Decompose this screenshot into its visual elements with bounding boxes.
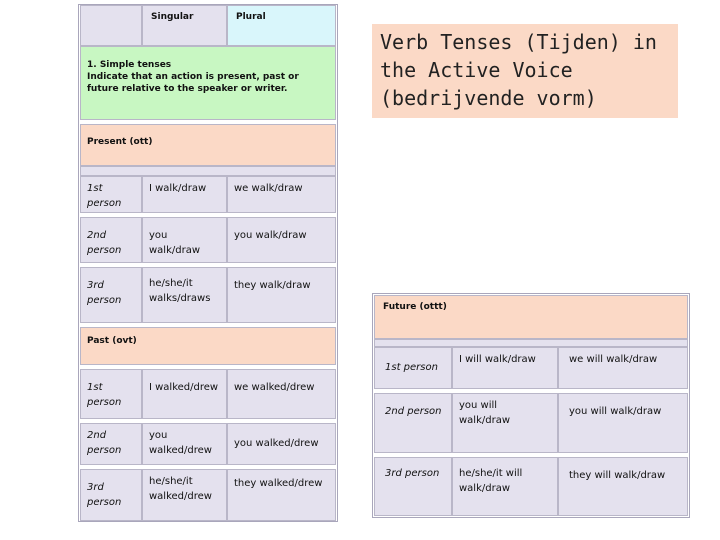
present-row-3-singular xyxy=(142,267,227,323)
simple-tenses-heading: 1. Simple tenses xyxy=(87,60,172,70)
future-row-1-person-text: 1st person xyxy=(385,362,438,373)
present-row-3-person-text: 3rd person xyxy=(87,280,122,306)
future-row-3-plural-text: they will walk/draw xyxy=(569,470,666,481)
future-row-1-singular xyxy=(452,347,558,389)
present-row-2-singular-text: you walk/draw xyxy=(149,230,201,256)
present-row-1-singular-text: I walk/draw xyxy=(149,183,207,194)
present-spacer-row xyxy=(80,166,336,176)
present-row-3-singular-text: he/she/it walks/draws xyxy=(149,278,211,304)
present-row-1-plural-text: we walk/draw xyxy=(234,183,303,194)
future-row-2-plural-text: you will walk/draw xyxy=(569,406,662,417)
page-title-text: Verb Tenses (Tijden) in the Active Voice (bedrijvende vorm) xyxy=(380,30,657,110)
future-row-1-person xyxy=(374,347,452,389)
header-singular-label: Singular xyxy=(151,12,194,22)
future-row-1-plural-text: we will walk/draw xyxy=(569,354,658,365)
future-row-2-singular-text: you will walk/draw xyxy=(459,400,511,426)
present-row-1-singular xyxy=(142,176,227,213)
header-plural-label: Plural xyxy=(236,12,266,22)
present-label: Present (ott) xyxy=(87,137,153,147)
past-row-2-plural-text: you walked/drew xyxy=(234,438,319,449)
present-row-2-plural xyxy=(227,217,336,263)
past-label: Past (ovt) xyxy=(87,336,137,346)
present-row-2-plural-text: you walk/draw xyxy=(234,230,307,241)
present-row-2-person xyxy=(80,217,142,263)
past-row-2-singular xyxy=(142,423,227,465)
present-label-row xyxy=(80,124,336,166)
future-row-3-person-text: 3rd person xyxy=(385,468,440,479)
past-row-1-singular xyxy=(142,369,227,419)
future-label: Future (ottt) xyxy=(383,302,447,312)
past-row-3-singular-text: he/she/it walked/drew xyxy=(149,476,212,502)
future-row-3-person xyxy=(374,457,452,516)
past-row-2-singular-text: you walked/drew xyxy=(149,430,212,456)
present-row-2-singular xyxy=(142,217,227,263)
past-row-1-plural-text: we walked/drew xyxy=(234,382,315,393)
future-row-2-person xyxy=(374,393,452,453)
header-singular xyxy=(142,5,227,46)
page-title xyxy=(372,24,678,118)
past-row-1-person-text: 1st person xyxy=(87,382,122,408)
future-row-3-singular xyxy=(452,457,558,516)
past-row-2-person xyxy=(80,423,142,465)
past-row-1-person xyxy=(80,369,142,419)
future-row-2-person-text: 2nd person xyxy=(385,406,442,417)
past-row-2-person-text: 2nd person xyxy=(87,430,122,456)
future-spacer-row xyxy=(374,339,688,347)
past-row-1-singular-text: I walked/drew xyxy=(149,382,219,393)
present-row-2-person-text: 2nd person xyxy=(87,230,122,256)
future-row-1-plural xyxy=(558,347,688,389)
header-plural xyxy=(227,5,336,46)
past-row-3-person xyxy=(80,469,142,521)
future-row-2-plural xyxy=(558,393,688,453)
past-row-3-person-text: 3rd person xyxy=(87,482,122,508)
past-row-2-plural xyxy=(227,423,336,465)
present-row-1-person xyxy=(80,176,142,213)
present-row-1-plural xyxy=(227,176,336,213)
header-corner-cell xyxy=(80,5,142,46)
future-label-row xyxy=(374,295,688,339)
past-label-row xyxy=(80,327,336,365)
future-row-3-singular-text: he/she/it will walk/draw xyxy=(459,468,523,494)
present-row-3-plural-text: they walk/draw xyxy=(234,280,311,291)
present-row-1-person-text: 1st person xyxy=(87,183,122,209)
past-row-3-plural-text: they walked/drew xyxy=(234,478,323,489)
past-row-3-singular xyxy=(142,469,227,521)
present-row-3-plural xyxy=(227,267,336,323)
future-row-1-singular-text: I will walk/draw xyxy=(459,354,536,365)
future-row-2-singular xyxy=(452,393,558,453)
future-row-3-plural xyxy=(558,457,688,516)
simple-tenses-cell xyxy=(80,46,336,120)
present-row-3-person xyxy=(80,267,142,323)
simple-tenses-description: Indicate that an action is present, past or future relative to the speaker or writer. xyxy=(87,72,299,94)
past-row-3-plural xyxy=(227,469,336,521)
past-row-1-plural xyxy=(227,369,336,419)
